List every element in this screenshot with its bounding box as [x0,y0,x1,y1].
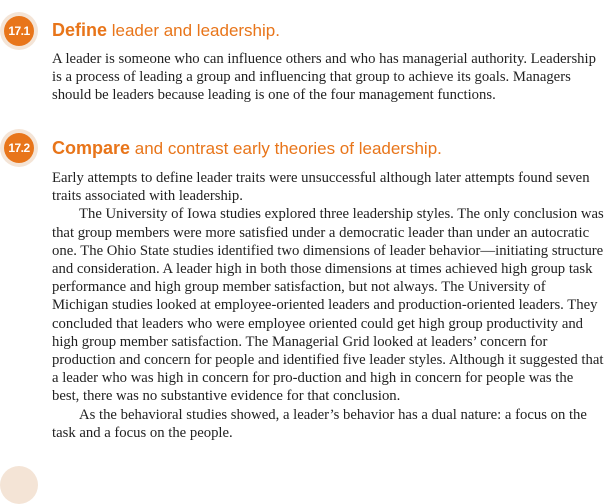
heading-keyword: Define [52,20,108,40]
section-body [52,50,604,105]
paragraph: Early attempts to define leader traits were unsuccessful although later attempts found seven traits associated with leadership. [52,170,590,205]
section-number-badge [0,129,38,167]
previous-heading-fragment [0,0,608,6]
heading-text: and contrast early theories of leadership. [130,139,442,158]
section-body [52,169,604,442]
heading-text: leader and leadership. [107,21,280,40]
previous-heading-text [52,0,56,5]
heading-keyword: Compare [52,138,131,158]
section-heading [52,20,280,41]
section-number: 17.2 [4,133,34,163]
next-section-badge [0,466,38,504]
section-number-badge [0,12,38,50]
paragraph: A leader is someone who can influence others and who has managerial authority. Leadership is a process of leading a group and influencing that group to achieve its goals. Managers should be leaders because leading is one of the four management functions. [52,51,596,104]
section-heading [52,138,442,159]
paragraph: The University of Iowa studies explored three leadership styles. The only conclusion was that group members were more satisfied under a democratic leader than under an autocratic one. The Ohio State studies identified two dimensions of leader behavior—initiating structure and consideration. A leader high in both those dimensions at times achieved high group task performance and high group member satisfaction, but not always. The University of Michigan studies looked at employee-oriented leaders and production-oriented leaders. They concluded that leaders who were employee oriented could get high group productivity and high group member satisfaction. The Managerial Grid looked at leaders’ concern for production and concern for people and identified five leader styles. Although it suggested that a leader who was high in concern for pro-duction and high in concern for people was the best, there was no substantive evidence for that conclusion. [52,206,604,405]
section-number: 17.1 [4,16,34,46]
paragraph: As the behavioral studies showed, a leader’s behavior has a dual nature: a focus on the task and a focus on the people. [52,406,587,441]
